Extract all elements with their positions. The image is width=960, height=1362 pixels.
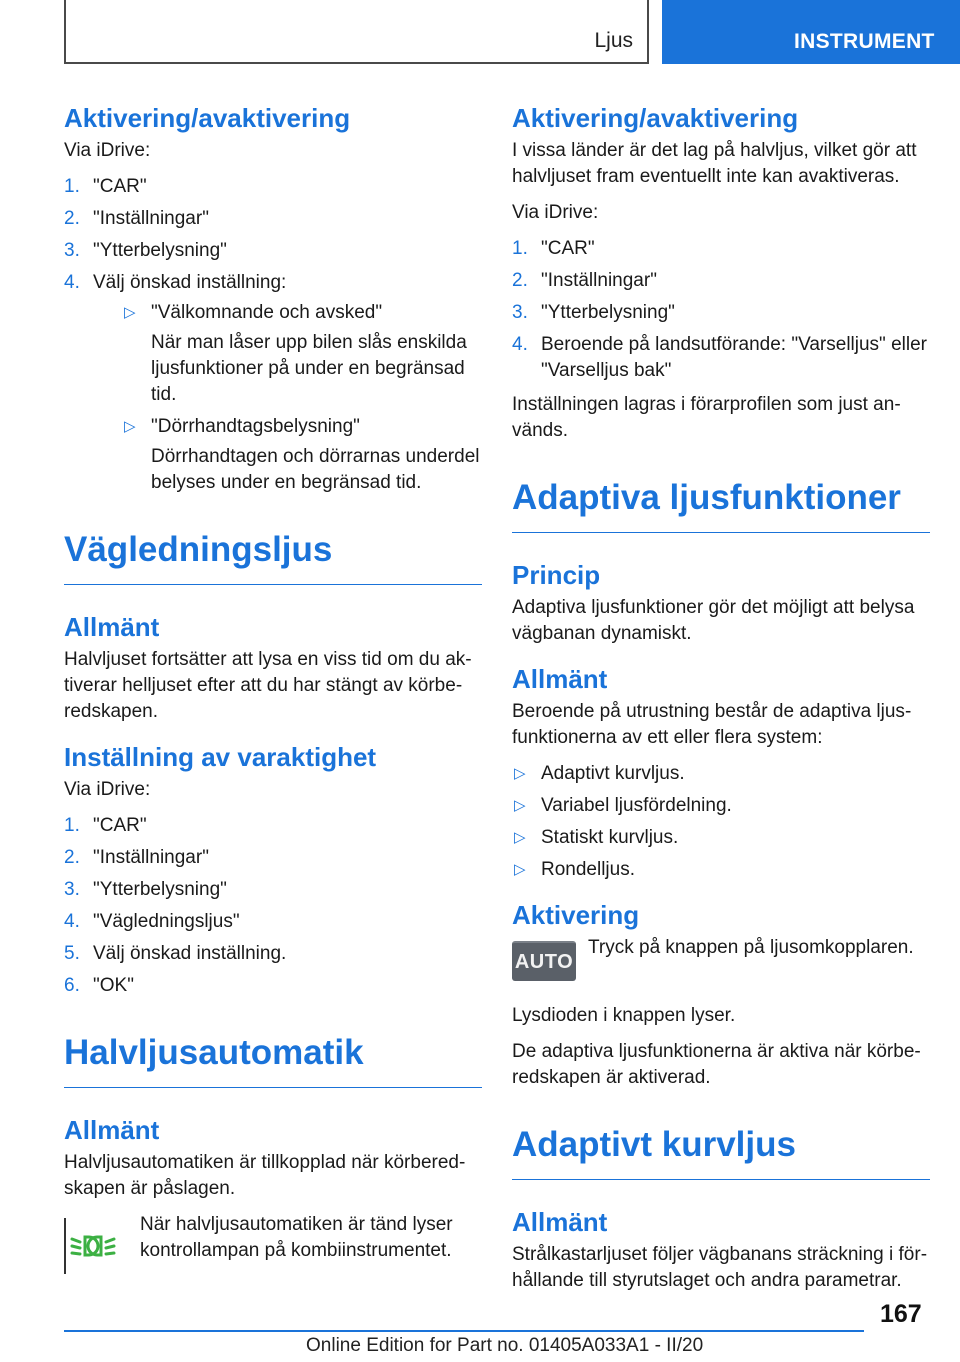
auto-button-icon: AUTO [512,941,576,981]
heading-princip: Princip [512,560,601,590]
adaptiva-allmant-text: Beroende på utrustning består de adaptiva ljusfunktionerna av ett eller flera system: [512,701,912,748]
allmant-text: Halvljuset fortsätter att lysa en viss tid om du aktiverar helljuset efter att du har stängt av körberedskapen. [64,649,472,722]
list-item: 6. "OK" [64,975,134,996]
active-text: De adaptiva ljusfunktionerna är aktiva när körberedskapen är aktiverad. [512,1041,921,1088]
indicator-text: När halvljusautomatiken är tänd lyser kontrollampan på kombiinstrumentet. [140,1214,453,1261]
list-item: ▷ Variabel ljusfördelning. [512,793,930,819]
heading-allmant: Allmänt [64,612,160,642]
title-halvljusautomatik: Halvljusautomatik [64,1031,482,1088]
varselljus-steps-list [512,236,930,384]
varaktighet-steps-list [64,813,482,999]
triangle-bullet-icon: ▷ [514,797,526,814]
list-item: 3. "Ytterbelysning" [64,879,227,900]
heading-aktivering-right: Aktivering/avaktivering [512,103,799,133]
list-item: 4. Beroende på landsutförande: "Varselljus" eller "Varselljus bak" [512,334,927,381]
list-item: ▷ "Välkomnande och avsked" När man låser upp bilen slås enskilda ljusfunktioner på under en begränsad tid. [122,300,482,408]
title-vagledningsljus: Vägledningsljus [64,528,482,585]
list-item: 4. "Vägledningsljus" [64,911,240,932]
triangle-bullet-icon: ▷ [124,304,136,321]
footer-divider [64,1330,864,1332]
list-item: 3. "Ytterbelysning" [64,240,227,261]
via-idrive-text: Via iDrive: [64,779,151,800]
led-text: Lysdioden i knappen lyser. [512,1005,736,1026]
options-list [122,300,482,496]
auto-button-row [512,935,930,993]
list-item: 3. "Ytterbelysning" [512,302,675,323]
systems-list [512,761,930,883]
list-item: ▷ "Dörrhandtagsbelysning" Dörrhandtagen och dörrarnas underdel belyses under en begränsad tid. [122,414,482,496]
indicator-row [64,1212,482,1270]
heading-allmant: Allmänt [64,1115,160,1145]
triangle-bullet-icon: ▷ [514,765,526,782]
triangle-bullet-icon: ▷ [514,861,526,878]
list-item: 1. "CAR" [64,176,147,197]
heading-aktivering-left: Aktivering/avaktivering [64,103,351,133]
header-section-box [64,0,649,64]
installning-note: Inställningen lagras i förarprofilen som just används. [512,394,901,441]
list-item: 5. Välj önskad inställning. [64,943,287,964]
princip-text: Adaptiva ljusfunktioner gör det möjligt att belysa vägbanan dynamiskt. [512,597,915,644]
header-section-title: Ljus [594,29,633,52]
triangle-bullet-icon: ▷ [124,418,136,435]
page-number: 167 [880,1300,922,1328]
title-adaptivt-kurvljus: Adaptivt kurvljus [512,1123,930,1180]
list-item: ▷ Adaptivt kurvljus. [512,761,930,787]
left-column [64,102,482,1280]
option-description: Dörrhandtagen och dörrarnas underdel belyses under en begränsad tid. [151,446,480,493]
aktivering-intro: I vissa länder är det lag på halvljus, vilket gör att halvljuset fram eventuellt inte kan avaktiveras. [512,140,917,187]
heading-allmant: Allmänt [512,664,608,694]
option-description: När man låser upp bilen slås enskilda ljusfunktioner på under en begränsad tid. [151,332,467,405]
list-item: 4. Välj önskad inställning: ▷ "Välkomnande och avsked" När man låser upp bilen slås enskilda ljusfunktioner på under en begränsad tid. ▷ "Dörrhandtagsbelysning" Dörrhandtagen och dörrarnas underdel belyses under en begränsad tid. [64,270,482,496]
list-item: 2. "Inställningar" [64,847,209,868]
list-item: 2. "Inställningar" [512,270,657,291]
kurvljus-allmant-text: Strålkastarljuset följer vägbanans sträckning i förhållande till styrutslaget och andra parametrar. [512,1244,928,1291]
header-chapter-tab[interactable]: INSTRUMENT [662,0,960,64]
title-adaptiva-ljusfunktioner: Adaptiva ljusfunktioner [512,476,930,533]
list-item: 1. "CAR" [64,815,147,836]
low-beam-indicator-icon [64,1218,120,1274]
via-idrive-text: Via iDrive: [512,202,599,223]
right-column [512,102,930,1304]
triangle-bullet-icon: ▷ [514,829,526,846]
list-item: ▷ Rondelljus. [512,857,930,883]
via-idrive-text: Via iDrive: [64,140,151,161]
footer-edition-text: Online Edition for Part no. 01405A033A1 - II/20 [306,1335,704,1356]
auto-button-text: Tryck på knappen på ljusomkopplaren. [588,937,914,958]
heading-allmant: Allmänt [512,1207,608,1237]
heading-installning-varaktighet: Inställning av varaktighet [64,742,377,772]
list-item: ▷ Statiskt kurvljus. [512,825,930,851]
halvljus-allmant-text: Halvljusautomatiken är tillkopplad när körberedskapen är påslagen. [64,1152,466,1199]
heading-aktivering: Aktivering [512,900,640,930]
aktivering-steps-list [64,174,482,496]
list-item: 1. "CAR" [512,238,595,259]
list-item: 2. "Inställningar" [64,208,209,229]
